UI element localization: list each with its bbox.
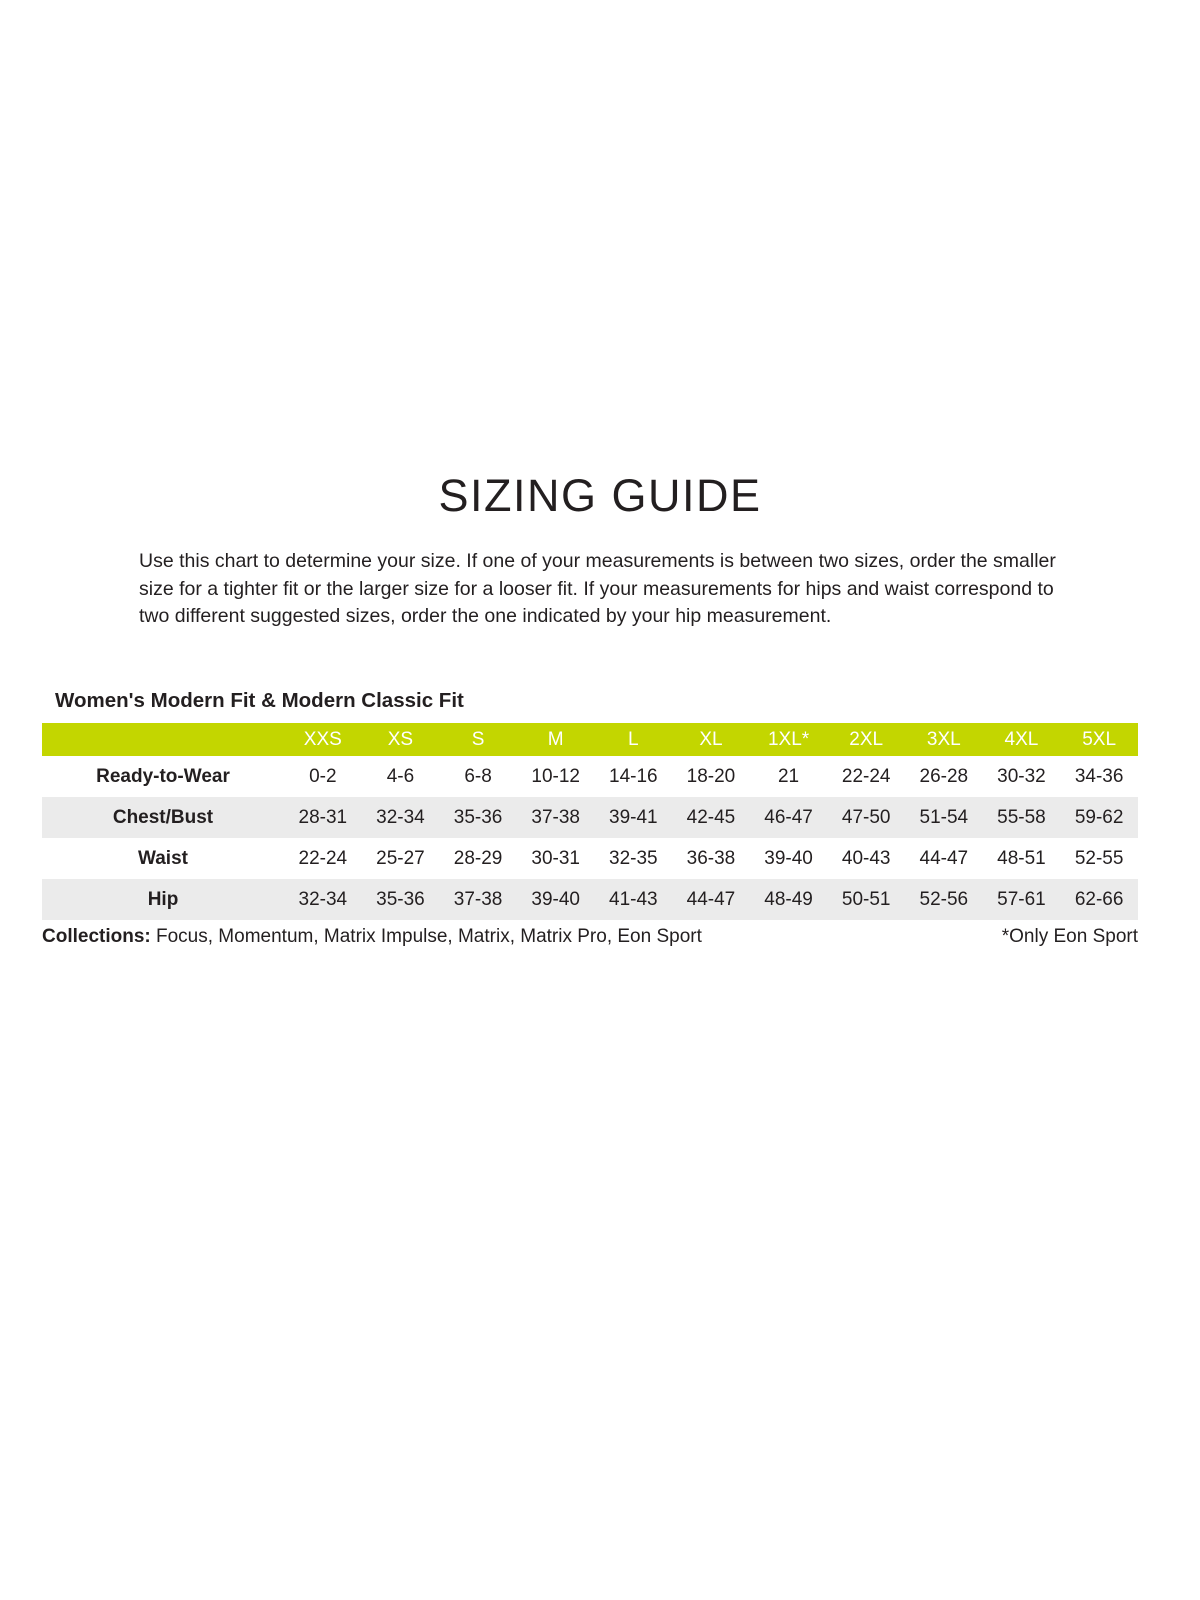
table-row-waist (42, 838, 1138, 879)
table-row-ready-to-wear (42, 756, 1138, 797)
table-cell: 44-47 (686, 888, 736, 910)
table-cell: 40-43 (841, 847, 891, 869)
table-cell: 21 (777, 765, 800, 787)
table-cell: 35-36 (376, 888, 425, 910)
table-cell: 51-54 (919, 806, 969, 828)
table-cell: 35-36 (453, 806, 503, 828)
column-header-m: M (517, 723, 595, 756)
table-cell: 28-31 (298, 806, 348, 828)
column-header-xxs: XXS (284, 723, 362, 756)
table-cell: 4-6 (386, 765, 415, 787)
table-cell: 36-38 (686, 847, 736, 869)
collections-list: Focus, Momentum, Matrix Impulse, Matrix, Matrix Pro, Eon Sport (150, 926, 702, 948)
table-cell: 18-20 (686, 765, 736, 787)
row-label: Waist (138, 847, 188, 869)
table-cell: 39-41 (609, 806, 658, 828)
table-corner-cell (42, 723, 284, 756)
column-header-3xl: 3XL (905, 723, 983, 756)
table-cell: 28-29 (453, 847, 503, 869)
table-cell: 50-51 (841, 888, 891, 910)
page-title: SIZING GUIDE (438, 470, 762, 521)
column-header-s: S (439, 723, 517, 756)
section-heading-womens-modern-fit: Women's Modern Fit & Modern Classic Fit (55, 689, 464, 713)
table-cell: 41-43 (609, 888, 658, 910)
table-footer (42, 926, 1138, 948)
table-cell: 25-27 (376, 847, 425, 869)
table-row-hip (42, 879, 1138, 920)
column-header-4xl: 4XL (983, 723, 1061, 756)
table-cell: 32-34 (298, 888, 348, 910)
table-cell: 26-28 (919, 765, 969, 787)
table-cell: 39-40 (531, 888, 580, 910)
sizing-table-body (42, 756, 1138, 920)
table-cell: 32-35 (609, 847, 658, 869)
table-cell: 34-36 (1074, 765, 1124, 787)
intro-paragraph: Use this chart to determine your size. If one of your measurements is between two sizes, order the smaller size for a tighter fit or the larger size for a looser fit. If your measurements for hips and waist correspond to two different suggested sizes, order the one indicated by your hip measurement. (139, 550, 1056, 628)
table-cell: 6-8 (464, 765, 492, 787)
table-cell: 22-24 (298, 847, 348, 869)
table-cell: 46-47 (764, 806, 813, 828)
table-cell: 37-38 (531, 806, 580, 828)
collections-line (42, 926, 702, 948)
table-cell: 37-38 (453, 888, 503, 910)
table-cell: 52-56 (919, 888, 969, 910)
table-cell: 55-58 (997, 806, 1046, 828)
table-cell: 30-32 (997, 765, 1046, 787)
table-cell: 0-2 (309, 765, 337, 787)
table-cell: 52-55 (1074, 847, 1124, 869)
column-header-5xl: 5XL (1060, 723, 1138, 756)
table-cell: 22-24 (841, 765, 891, 787)
table-cell: 57-61 (997, 888, 1046, 910)
row-label: Ready-to-Wear (96, 765, 230, 787)
table-cell: 39-40 (764, 847, 813, 869)
column-header-l: L (595, 723, 673, 756)
column-header-1xl: 1XL* (750, 723, 828, 756)
sizing-table (42, 723, 1138, 920)
column-header-2xl: 2XL (827, 723, 905, 756)
table-cell: 42-45 (686, 806, 736, 828)
collections-label: Collections: (42, 926, 151, 948)
row-label: Hip (147, 888, 179, 910)
table-row-chest-bust (42, 797, 1138, 838)
table-cell: 59-62 (1074, 806, 1124, 828)
table-cell: 32-34 (376, 806, 425, 828)
column-header-xl: XL (672, 723, 750, 756)
column-header-xs: XS (362, 723, 440, 756)
table-cell: 48-51 (997, 847, 1046, 869)
table-cell: 30-31 (531, 847, 580, 869)
table-cell: 10-12 (531, 765, 580, 787)
table-header-row (42, 723, 1138, 756)
table-cell: 48-49 (764, 888, 813, 910)
sizing-table-header (42, 723, 1138, 756)
table-cell: 62-66 (1074, 888, 1124, 910)
table-cell: 47-50 (841, 806, 891, 828)
row-label: Chest/Bust (112, 806, 214, 828)
table-cell: 14-16 (609, 765, 658, 787)
table-cell: 44-47 (919, 847, 969, 869)
footnote-only-eon-sport: *Only Eon Sport (1001, 926, 1138, 948)
